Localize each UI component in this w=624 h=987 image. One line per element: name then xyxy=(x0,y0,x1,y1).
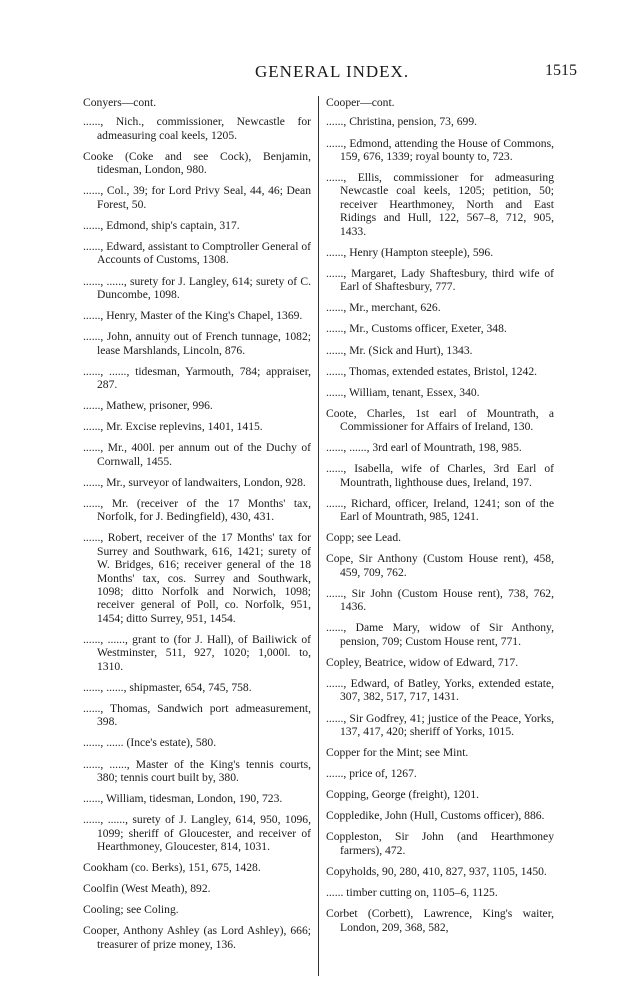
right-column xyxy=(326,96,554,942)
index-entry: Coote, Charles, 1st earl of Mountrath, a Commissioner for Affairs of Ireland, 130. xyxy=(326,406,554,434)
index-entry: ......, Nich., commissioner, Newcastle for admeasuring coal keels, 1205. xyxy=(83,115,311,142)
index-entry: ......, Henry (Hampton steeple), 596. xyxy=(326,245,494,259)
continued-heading: Cooper—cont. xyxy=(326,96,395,109)
page-header xyxy=(0,62,624,82)
index-entry: ......, Sir John (Custom House rent), 738, 762, 1436. xyxy=(326,586,554,614)
index-entry: ......, Col., 39; for Lord Privy Seal, 44, 46; Dean Forest, 50. xyxy=(83,184,311,211)
index-entry: ......, ......, grant to (for J. Hall), of Bailiwick of Westminster, 511, 927, 1020; 1,000l. to, 1310. xyxy=(83,632,311,673)
index-entry: Copyholds, 90, 280, 410, 827, 937, 1105, 1450. xyxy=(326,864,547,878)
index-entry: Coppledike, John (Hull, Customs officer), 886. xyxy=(326,809,545,823)
index-entry: ......, ......, surety of J. Langley, 614, 950, 1096, 1099; sheriff of Gloucester, and receiver of Hearthmoney, Gloucester, 814, 1031. xyxy=(83,813,311,853)
index-entry: Copley, Beatrice, widow of Edward, 717. xyxy=(326,655,519,669)
index-entry: ......, Thomas, Sandwich port admeasurement, 398. xyxy=(83,701,311,729)
left-column xyxy=(83,96,311,959)
running-title: GENERAL INDEX. xyxy=(255,62,410,81)
index-entry: ...... timber cutting on, 1105–6, 1125. xyxy=(326,886,498,900)
index-entry: ......, Mr., 400l. per annum out of the Duchy of Cornwall, 1455. xyxy=(83,441,311,468)
index-entry: Coolfin (West Meath), 892. xyxy=(83,882,211,896)
index-entry: ......, Richard, officer, Ireland, 1241; son of the Earl of Mountrath, 985, 1241. xyxy=(326,496,554,524)
index-entry: ......, Christina, pension, 73, 699. xyxy=(326,115,478,129)
index-entry: ......, William, tidesman, London, 190, 723. xyxy=(83,792,283,805)
index-entry: ......, ......, Master of the King's tennis courts, 380; tennis court built by, 380. xyxy=(83,757,311,784)
index-entry: ......, price of, 1267. xyxy=(326,767,417,781)
index-entry: ......, John, annuity out of French tunnage, 1082; lease Marshlands, Lincoln, 876. xyxy=(83,330,311,357)
index-entry: ......, ...... (Ince's estate), 580. xyxy=(83,736,217,750)
index-entry: Cookham (co. Berks), 151, 675, 1428. xyxy=(83,861,261,874)
index-entry: ......, Edward, of Batley, Yorks, extended estate, 307, 382, 517, 717, 1431. xyxy=(326,677,554,704)
index-entry: ......, Mr., merchant, 626. xyxy=(326,301,441,315)
index-entry: ......, Isabella, wife of Charles, 3rd Earl of Mountrath, lighthouse dues, Ireland, 197. xyxy=(326,462,554,489)
index-entry: ......, Edmond, ship's captain, 317. xyxy=(83,218,240,232)
index-entry: ......, Mr., Customs officer, Exeter, 348. xyxy=(326,322,507,336)
index-entry: Cooling; see Coling. xyxy=(83,903,179,917)
index-entry: ......, Ellis, commissioner for admeasuring Newcastle coal keels, 1205; petition, 50; receiver Hearthmoney, North and East Ridings and Hull, 122, 567–8, 712, 905, 1433. xyxy=(326,171,554,238)
index-entry: ......, Sir Godfrey, 41; justice of the Peace, Yorks, 137, 417, 420; sheriff of Yorks, 1015. xyxy=(326,711,554,738)
index-entry: ......, Robert, receiver of the 17 Months' tax for Surrey and Southwark, 616, 1421; surety of W. Bridges, 616; receiver general of the 18 Months' tax, cos. Surrey and Southwark, 1098; ditto Norfolk and Norwich, 1098; receiver general of Poll, co. Norfolk, 951, 1454; ditto Surrey, 951, 1454. xyxy=(83,531,311,625)
index-entry: ......, Margaret, Lady Shaftesbury, third wife of Earl of Shaftesbury, 777. xyxy=(326,266,554,294)
index-entry: ......, ......, tidesman, Yarmouth, 784; appraiser, 287. xyxy=(83,364,311,391)
index-entry: Copping, George (freight), 1201. xyxy=(326,788,480,802)
index-entry: Cope, Sir Anthony (Custom House rent), 458, 459, 709, 762. xyxy=(326,552,554,579)
index-entry: Copper for the Mint; see Mint. xyxy=(326,746,469,760)
index-entry: ......, Edmond, attending the House of Commons, 159, 676, 1339; royal bounty to, 723. xyxy=(326,136,554,163)
index-entry: ......, ......, 3rd earl of Mountrath, 198, 985. xyxy=(326,441,522,455)
column-divider xyxy=(318,96,319,976)
index-entry: ......, Mr. (receiver of the 17 Months' tax, Norfolk, for J. Bedingfield), 430, 431. xyxy=(83,496,311,524)
index-entry: ......, Dame Mary, widow of Sir Anthony, pension, 709; Custom House rent, 771. xyxy=(326,621,554,648)
index-entry: ......, Mr., surveyor of landwaiters, London, 928. xyxy=(83,475,306,489)
index-entry: Corbet (Corbett), Lawrence, King's waiter, London, 209, 368, 582, xyxy=(326,907,554,934)
index-entry: ......, Thomas, extended estates, Bristol, 1242. xyxy=(326,364,538,378)
index-entry: ......, William, tenant, Essex, 340. xyxy=(326,385,480,399)
index-entry: ......, Henry, Master of the King's Chapel, 1369. xyxy=(83,309,303,322)
page-number: 1515 xyxy=(545,62,577,79)
index-entry: ......, Mr. (Sick and Hurt), 1343. xyxy=(326,343,473,357)
index-entry: Coppleston, Sir John (and Hearthmoney farmers), 472. xyxy=(326,830,554,857)
index-entry: ......, ......, shipmaster, 654, 745, 758. xyxy=(83,680,252,694)
index-entry: Copp; see Lead. xyxy=(326,531,402,545)
index-entry: Cooke (Coke and see Cock), Benjamin, tidesman, London, 980. xyxy=(83,149,311,177)
index-entry: ......, ......, surety for J. Langley, 614; surety of C. Duncombe, 1098. xyxy=(83,274,311,301)
index-entry: Cooper, Anthony Ashley (as Lord Ashley), 666; treasurer of prize money, 136. xyxy=(83,924,311,951)
continued-heading: Conyers—cont. xyxy=(83,96,157,109)
index-entry: ......, Mathew, prisoner, 996. xyxy=(83,399,213,413)
index-entry: ......, Mr. Excise replevins, 1401, 1415. xyxy=(83,420,263,434)
index-entry: ......, Edward, assistant to Comptroller General of Accounts of Customs, 1308. xyxy=(83,240,311,267)
